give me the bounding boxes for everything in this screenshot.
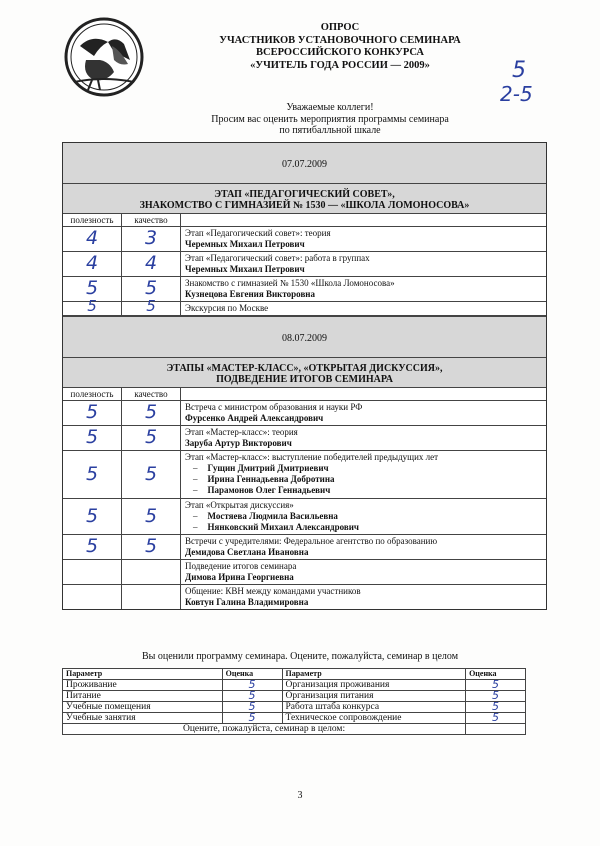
score-header: Оценка — [466, 669, 526, 680]
handwritten-score: 5 — [144, 463, 158, 485]
handwritten-score: 4 — [85, 252, 99, 274]
table-row — [63, 297, 546, 316]
param-label: Техническое сопровождение — [282, 713, 466, 724]
event-person: Черемных Михаил Петрович — [185, 239, 305, 249]
overall-rating-prompt: Вы оценили программу семинара. Оцените, пожалуйста, семинар в целом — [141, 651, 459, 662]
table-header-row — [63, 669, 526, 680]
handwritten-score: 3 — [144, 227, 158, 249]
handwritten-score: 5 — [85, 463, 99, 485]
event-person: Фурсенко Андрей Александрович — [185, 413, 324, 423]
quality-header: качество — [122, 388, 181, 400]
event-title: Этап «Мастер-класс»: выступление победителей предыдущих лет — [185, 452, 439, 462]
greeting-line: Просим вас оценить мероприятия программы семинара — [211, 113, 449, 125]
event-info — [181, 535, 546, 559]
usefulness-score[interactable] — [63, 252, 122, 276]
page-number: 3 — [297, 790, 303, 801]
param-label: Проживание — [63, 680, 223, 691]
table-row — [63, 691, 526, 702]
pelican-logo — [64, 16, 144, 98]
quality-header: качество — [122, 214, 181, 226]
event-info — [181, 451, 546, 498]
table-row — [63, 252, 546, 277]
column-headers — [63, 214, 546, 227]
event-info — [181, 426, 546, 450]
event-info — [181, 227, 546, 251]
table-row — [63, 401, 546, 426]
event-title: Подведение итогов семинара — [185, 561, 297, 571]
event-person: – Нянковский Михаил Александрович — [185, 522, 542, 533]
stage-title-line: ЭТАП «ПЕДАГОГИЧЕСКИЙ СОВЕТ», — [214, 189, 395, 200]
handwritten-score: 5 — [85, 277, 99, 299]
quality-score[interactable] — [122, 535, 181, 559]
event-title: Встречи с учредителями: Федеральное агентство по образованию — [185, 536, 438, 546]
event-person: Димова Ирина Георгиевна — [185, 572, 294, 582]
stage-title — [63, 184, 546, 214]
event-title: Общение: КВН между командами участников — [185, 586, 361, 596]
overall-row — [63, 724, 526, 735]
usefulness-score[interactable] — [63, 426, 122, 450]
usefulness-score[interactable] — [63, 585, 122, 609]
program-rating-table — [62, 142, 547, 610]
param-label: Питание — [63, 691, 223, 702]
description-header — [181, 214, 546, 226]
quality-score[interactable] — [122, 585, 181, 609]
title-line: ОПРОС — [320, 22, 360, 33]
greeting-line: Уважаемые коллеги! — [286, 102, 374, 113]
handwritten-score: 5 — [144, 277, 158, 299]
event-title: Знакомство с гимназией № 1530 «Школа Ломоносова» — [185, 278, 395, 288]
event-info — [181, 499, 546, 534]
usefulness-header: полезность — [63, 214, 122, 226]
handwritten-score: 5 — [85, 401, 99, 423]
event-person: Демидова Светлана Ивановна — [185, 547, 309, 557]
handwritten-score: 5 — [85, 535, 99, 557]
event-person: Ковтун Галина Владимировна — [185, 597, 309, 607]
event-person: – Парамонов Олег Геннадьевич — [185, 485, 542, 496]
usefulness-score[interactable] — [63, 227, 122, 251]
event-info — [181, 585, 546, 609]
param-score[interactable]: 5 — [222, 713, 282, 724]
event-person: – Гущин Дмитрий Дмитриевич — [185, 463, 542, 474]
table-row — [63, 713, 526, 724]
param-score[interactable]: 5 — [222, 680, 282, 691]
param-score[interactable]: 5 — [466, 702, 526, 713]
handwritten-score: 5 — [144, 426, 158, 448]
usefulness-score[interactable] — [63, 401, 122, 425]
score-header: Оценка — [222, 669, 282, 680]
handwritten-score: 5 — [146, 297, 156, 315]
event-info — [181, 277, 546, 301]
handwritten-score: 5 — [144, 505, 158, 527]
table-row — [63, 451, 546, 499]
param-label: Организация проживания — [282, 680, 466, 691]
handwritten-mark: 5 — [512, 58, 526, 83]
title-line: ВСЕРОССИЙСКОГО КОНКУРСА — [255, 47, 425, 58]
handwritten-score: 4 — [144, 252, 158, 274]
event-person: Кузнецова Евгения Викторовна — [185, 289, 315, 299]
event-info — [181, 560, 546, 584]
param-label: Учебные занятия — [63, 713, 223, 724]
column-headers — [63, 388, 546, 401]
event-person: Черемных Михаил Петрович — [185, 264, 305, 274]
overall-score[interactable] — [466, 724, 526, 735]
table-row — [63, 499, 546, 535]
event-info — [181, 252, 546, 276]
event-title: Экскурсия по Москве — [185, 303, 269, 313]
stage-title-line: ПОДВЕДЕНИЕ ИТОГОВ СЕМИНАРА — [216, 374, 393, 385]
event-title: Этап «Педагогический совет»: работа в группах — [185, 253, 370, 263]
stage-title-line: ЗНАКОМСТВО С ГИМНАЗИЕЙ № 1530 — «ШКОЛА ЛОМОНОСОВА» — [139, 200, 470, 211]
handwritten-score: 5 — [85, 505, 99, 527]
title-line: УЧАСТНИКОВ УСТАНОВОЧНОГО СЕМИНАРА — [219, 34, 461, 46]
table-row — [63, 680, 526, 691]
event-person: – Мостяева Людмила Васильевна — [185, 511, 542, 522]
usefulness-score[interactable] — [63, 499, 122, 534]
param-score[interactable]: 5 — [222, 691, 282, 702]
event-info — [181, 401, 546, 425]
handwritten-score: 5 — [85, 426, 99, 448]
handwritten-mark: 2-5 — [500, 82, 533, 106]
handwritten-score: 5 — [87, 297, 97, 315]
usefulness-score[interactable] — [63, 297, 122, 315]
table-row — [63, 585, 546, 609]
event-info — [181, 302, 546, 315]
quality-score[interactable] — [122, 426, 181, 450]
quality-score[interactable] — [122, 451, 181, 498]
param-label: Работа штаба конкурса — [282, 702, 466, 713]
quality-score[interactable] — [122, 252, 181, 276]
param-score[interactable]: 5 — [466, 691, 526, 702]
event-person: – Ирина Геннадьевна Добротина — [185, 474, 542, 485]
greeting — [170, 102, 490, 137]
param-score[interactable]: 5 — [466, 680, 526, 691]
quality-score[interactable] — [122, 297, 181, 315]
usefulness-header: полезность — [63, 388, 122, 400]
quality-score[interactable] — [122, 401, 181, 425]
quality-score[interactable] — [122, 227, 181, 251]
usefulness-score[interactable] — [63, 535, 122, 559]
usefulness-score[interactable] — [63, 560, 122, 584]
param-label: Учебные помещения — [63, 702, 223, 713]
table-row — [63, 702, 526, 713]
handwritten-score: 5 — [144, 401, 158, 423]
usefulness-score[interactable] — [63, 451, 122, 498]
overall-label: Оцените, пожалуйста, семинар в целом: — [63, 724, 466, 735]
handwritten-score: 5 — [144, 535, 158, 557]
quality-score[interactable] — [122, 499, 181, 534]
param-header: Параметр — [282, 669, 466, 680]
title-line: «УЧИТЕЛЬ ГОДА РОССИИ — 2009» — [250, 59, 430, 71]
description-header — [181, 388, 546, 400]
param-header: Параметр — [63, 669, 223, 680]
survey-title — [170, 22, 510, 72]
handwritten-score: 4 — [85, 227, 99, 249]
stage-title-line: ЭТАПЫ «МАСТЕР-КЛАСС», «ОТКРЫТАЯ ДИСКУССИЯ», — [166, 363, 443, 374]
param-score[interactable]: 5 — [222, 702, 282, 713]
quality-score[interactable] — [122, 560, 181, 584]
event-person: Заруба Артур Викторович — [185, 438, 292, 448]
stage-title — [63, 358, 546, 388]
greeting-line: по пятибалльной шкале — [279, 125, 381, 136]
day-date: 08.07.2009 — [63, 316, 546, 358]
table-row — [63, 426, 546, 451]
table-row — [63, 227, 546, 252]
param-label: Организация питания — [282, 691, 466, 702]
table-row — [63, 560, 546, 585]
table-row — [63, 535, 546, 560]
event-title: Этап «Педагогический совет»: теория — [185, 228, 331, 238]
event-title: Этап «Мастер-класс»: теория — [185, 427, 298, 437]
seminar-rating-table — [62, 668, 526, 735]
event-title: Встреча с министром образования и науки РФ — [185, 402, 363, 412]
event-title: Этап «Открытая дискуссия» — [185, 500, 294, 510]
day-date: 07.07.2009 — [63, 143, 546, 184]
param-score[interactable]: 5 — [466, 713, 526, 724]
